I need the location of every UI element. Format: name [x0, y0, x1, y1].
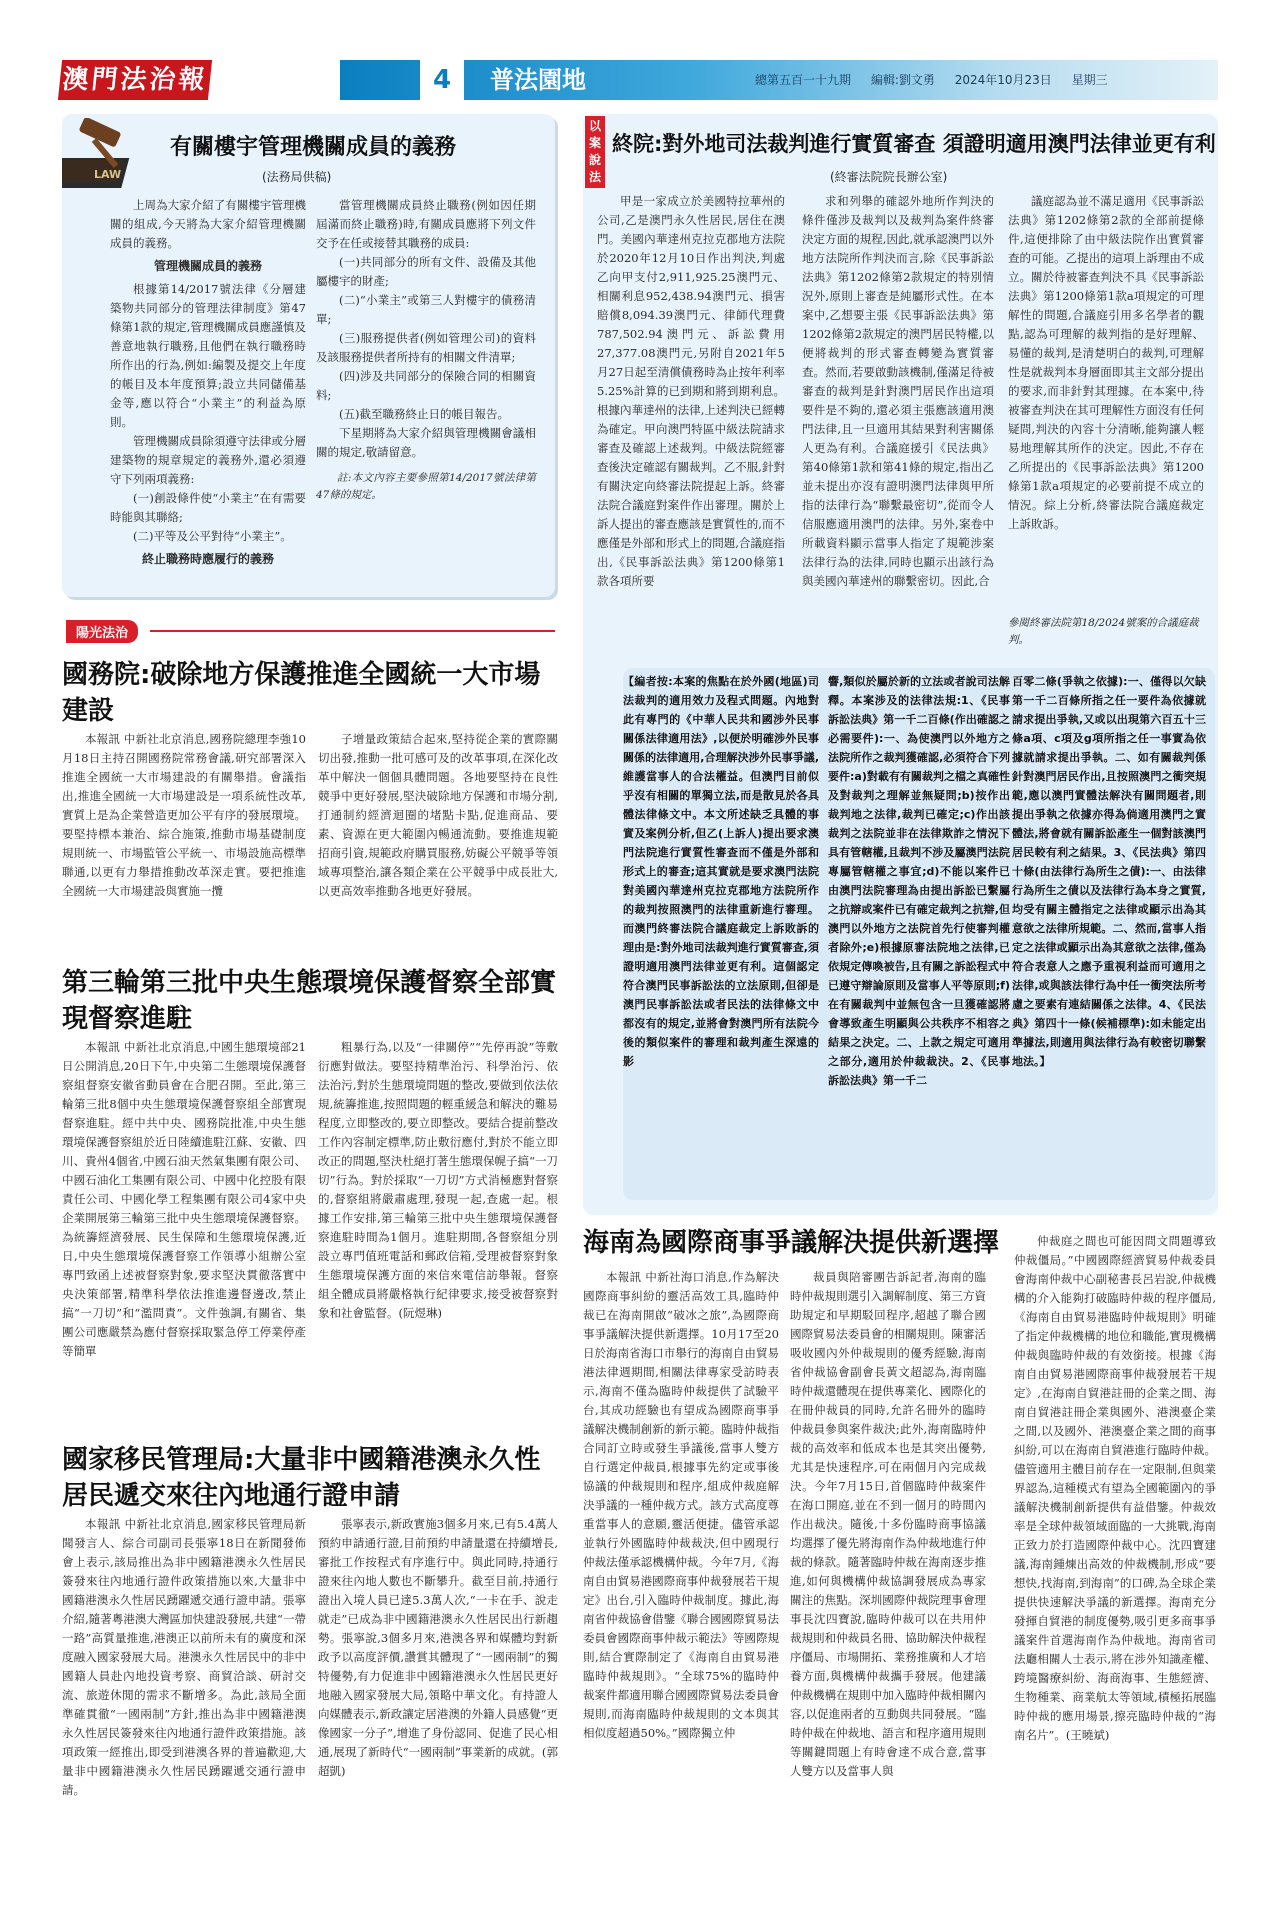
article5-title: 國家移民管理局:大量非中國籍港澳永久性居民遞交來往內地通行證申請 [62, 1445, 541, 1511]
page-number: 4 [420, 60, 464, 100]
article2-title: 終院:對外地司法裁判進行實質審查 須證明適用澳門法律並更有利 [612, 132, 1216, 156]
article1-source: (法務局供稿) [262, 170, 332, 184]
gavel-law-book-icon [62, 118, 154, 198]
section-title: 普法園地 [490, 66, 586, 94]
article3-title: 國務院:破除地方保護推進全國統一大市場建設 [62, 660, 541, 726]
issue-date: 2024年10月23日 [954, 73, 1052, 87]
article4-column-2 [318, 1038, 558, 1400]
issue-weekday: 星期三 [1071, 73, 1108, 87]
article5-column-2 [318, 1515, 558, 1895]
article4-column-1 [62, 1038, 306, 1400]
paragraph: (四)涉及共同部分的保險合同的相關資料; [316, 369, 536, 402]
paragraph: 仲裁庭之間也可能因問文問題導致仲裁僵局。”中國國際經濟貿易仲裁委員會海南仲裁中心副秘書長呂岩說,仲裁機構的介入能夠打破臨時仲裁的程序僵局,《海南自由貿易港臨時仲裁規則》明確了指定仲裁機構的地位和職能,實現機構仲裁與臨時仲裁的有效銜接。根據《海南自由貿易港國際商事仲裁發展若干規定》,在海南自貿港註冊的企業之間、海南自貿港註冊企業與國外、港澳臺企業之間,以及國外、港澳臺企業之間的商事糾紛,可以在海南自貿港進行臨時仲裁。儘管適用主體目前存在一定限制,但與業界認為,這種模式有望為全國範圍內的爭議解決機制創新提供有益借鑒。仲裁效率是全球仲裁領域面臨的一大挑戰,海南正致力於打造國際仲裁中心。沈四寶建議,海南鍾煉出高效的仲裁機制,形成“要想快,找海南,到海南”的口碑,為全球企業提供快速解決爭議的新選擇。海南充分發揮自貿港的制度優勢,吸引更多商事爭議案件首選海南作為仲裁地。海南省司法廳相關人士表示,將在涉外知識產權、跨境醫療糾紛、海商海事、生態經濟、生物種業、商業航太等領域,積極拓展臨時仲裁的應用場景,擦亮臨時仲裁的“海南名片”。(王曉斌) [1014, 1234, 1216, 1742]
paragraph: 管理機關成員除須遵守法律或分層建築物的規章規定的義務外,還必須遵守下列兩項義務: [110, 434, 306, 486]
article1-column-1 [110, 196, 306, 573]
section-tag-sunshine: 陽光法治 [66, 620, 138, 643]
article6-column-2 [790, 1268, 986, 1898]
article1-subhead-2: 終止職務時應履行的義務 [141, 552, 274, 566]
paragraph: 上周為大家介紹了有關樓宇管理機關的組成,今天將為大家介紹管理機關成員的義務。 [110, 198, 306, 250]
paragraph: (五)截至職務終止日的帳目報告。 [339, 407, 509, 421]
issue-number: 總第五百一十九期 [755, 73, 852, 87]
editor-note-text-3: 百零二條(爭執之依據):一、僅得以欠缺第一千二百條所指之任一要件為依據就請求提出爭執,又或以出現第六百五十三條a項、c項及g項所指之任一事實為依據就請求提出爭執。二、如有關裁判係針對澳門居民作出,且按照澳門之衝突規範,應以澳門實體法解決有關問題者,則提出爭執之依據亦得為倘適用澳門之實體法,將會就有關訴訟產生一個對該澳門居民較有利之結果。3、《民法典》第四十條(由法律行為所生之債):一、由法律行為所生之債以及法律行為本身之實質,均受有關主體指定之法律或顯示出為其意欲之法律所規範。二、然而,當事人指定之法律或顯示出為其意欲之法律,僅為符合表意人之應予重視利益而可適用之法律,或與該法律行為中任一衝突法所考慮之要素有連結關係之法律。4、《民法典》第四十一條(候補標準):如未能定出準據法,則適用與法律行為有較密切聯繫地法。】 [1012, 675, 1206, 1068]
article1-title: 有關樓宇管理機關成員的義務 [170, 135, 457, 160]
article2-column-2 [802, 192, 994, 652]
paragraph: 甲是一家成立於美國特拉華州的公司,乙是澳門永久性居民,居住在澳門。美國內華達州克拉克郡地方法院於2020年12月10日作出判決,判處乙向甲支付2,911,925.25澳門元、相關利息952,438.94澳門元、損害賠償8,094.39澳門元、律師代理費787,502.94澳門元、訴訟費用27,377.08澳門元,另附自2021年5月27日起至清償債務時為止按年利率5.25%計算的已到期和將到期利息。根據內華達州的法律,上述判決已經轉為確定。甲向澳門特區中級法院請求審查及確認上述裁判。中級法院經審查後決定確認有關裁判。乙不服,針對有關決定向終審法院提起上訴。終審法院合議庭對案件作出審理。關於上訴人提出的審查應該是實質性的,而不應僅是外部和形式上的問題,合議庭指出,《民事訴訟法典》第1200條第1款各項所要 [597, 194, 785, 588]
editor-note-text-2: 響,類似於屬於新的立法或者說司法解釋。本案涉及的法律法規:1、《民事訴訟法典》第一千二百條(作出確認之必需要件):一、為使澳門以外地方之法院所作之裁判獲確認,必須符合下列要件:a)對載有有關裁判之檔之真確性及對裁判之理解並無疑問;b)按作出裁判地之法律,裁判已確定;c)作出該裁判之法院並非在法律欺詐之情況下具有管轄權,且裁判不涉及屬澳門法院專屬管轄權之事宜;d)不能以案件已由澳門法院審理為由提出訴訟已繫屬之抗辯或案件已有確定裁判之抗辯,但澳門以外地方之法院首先行使審判權者除外;e)根據原審法院地之法律,已依規定傳喚被告,且有關之訴訟程式中已遵守辯論原則及當事人平等原則;f)在有關裁判中並無包含一旦獲確認將會導致產生明顯與公共秩序不相容之結果之決定。二、上款之規定可適用之部分,適用於仲裁裁決。2、《民事訴訟法典》第一千二 [828, 675, 1010, 1087]
editor-note-text-1: 【編者按:本案的焦點在於外國(地區)司法裁判的適用效力及程式問題。內地對此有專門的《中華人民共和國涉外民事關係法律適用法》,以便於明確涉外民事關係的法律適用,合理解決涉外民事爭議,維護當事人的合法權益。但澳門目前似乎沒有相關的單獨立法,而是散見於各具體法律條文中。本文所述缺乏具體的事實及案例分析,但乙(上訴人)提出要求澳門法院進行實質性審查而不僅是外部和形式上的審查;這其實就是要求澳門法院對美國內華達州克拉克郡地方法院所作的裁判按照澳門的法律重新進行審理。而澳門終審法院合議庭裁定上訴敗訴的理由是:對外地司法裁判進行實質審查,須證明適用澳門法律並更有利。這個認定符合澳門民事訴訟法的立法原則,但卻是澳門民事訴訟法或者民法的法律條文中都沒有的規定,並將會對澳門所有法院今後的類似案件的審理和裁判產生深遠的影 [623, 675, 819, 1068]
paragraph: 求和列舉的確認外地所作判決的條件僅涉及裁判以及裁判為案件終審決定方面的規程,因此,就承認澳門以外地方法院所作判決而言,除《民事訴訟法典》第1202條第2款規定的特別情況外,原則上審查是純屬形式性。在本案中,乙想要主張《民事訴訟法典》第1202條第2款規定的澳門居民特權,以便將裁判的形式審查轉變為實質審查。然而,若要啟動該機制,僅滿足待被審查的裁判是針對澳門居民作出這項要件是不夠的,還必須主張應該適用澳門法律,且一旦適用其結果對利害關係人更為有利。合議庭援引《民法典》第40條第1款和第41條的規定,指出乙並未提出亦沒有證明澳門法律與甲所指的法律行為“聯繫最密切”,從而令人信服應適用澳門的法律。另外,案卷中所載資料顯示當事人指定了規範涉案法律行為的法律,同時也顯示出該行為與美國內華達州的聯繫密切。因此,合 [802, 194, 994, 588]
article2-tag: 以案說法 [585, 116, 605, 188]
paragraph: (二)平等及公平對待“小業主”。 [133, 529, 292, 543]
paragraph: 當管理機關成員終止職務(例如因任期屆滿而終止職務)時,有關成員應將下列文件交予在任或接替其職務的成員: [316, 198, 536, 250]
newspaper-logo: 澳門法治報 [58, 60, 212, 100]
article6-column-1 [583, 1268, 779, 1898]
paragraph: (一)共同部分的所有文件、設備及其他屬樓宇的財產; [316, 255, 536, 288]
editor-name: 編輯:劉文勇 [870, 73, 935, 87]
article4-title: 第三輪第三批中央生態環境保護督察全部實現督察進駐 [62, 968, 557, 1034]
issue-meta [755, 60, 1124, 100]
article2-footnote: 參閱終審法院第18/2024號案的合議庭裁判。 [1008, 617, 1199, 646]
article1-column-2 [316, 196, 536, 504]
article2-column-3 [1008, 192, 1204, 597]
article1-footnote: 註:本文內容主要參照第14/2017號法律第47條的規定。 [316, 472, 536, 501]
paragraph: 本報訊 中新社北京消息,國務院總理李強10月18日主持召開國務院常務會議,研究部署深入推進全國統一大市場建設的有關舉措。會議指出,推進全國統一大市場建設是一項系統性改革,實質上是為企業營造更加公平有序的發展環境。要堅持標本兼治、綜合施策,推動市場基礎制度規則統一、市場監管公平統一、市場設施高標準聯通,以更有力舉措推動改革深走實。要把推進全國統一大市場建設與實施一攬 [62, 732, 306, 898]
article2-column-1 [597, 192, 785, 652]
article6-title: 海南為國際商事爭議解決提供新選擇 [583, 1228, 1000, 1258]
paragraph: (二)“小業主”或第三人對樓宇的債務清單; [316, 293, 536, 326]
paragraph: 下星期將為大家介紹與管理機關會議相關的規定,敬請留意。 [316, 426, 536, 459]
paragraph: 議庭認為並不滿足適用《民事訴訟法典》第1202條第2款的全部前提條件,這便排除了由中級法院作出實質審查的可能。乙提出的這項上訴理由不成立。關於待被審查判決不具《民事訴訟法典》第1200條第1款a項規定的可理解性的問題,合議庭引用多名學者的觀點,認為可理解的裁判指的是好理解、易懂的裁判,是清楚明白的裁判,可理解性是就裁判本身層面即其主文部分提出的要求,而非針對其理據。在本案中,待被審查判決在其可理解性方面沒有任何疑問,判決的內容十分清晰,能夠讓人輕易地理解其所作的決定。因此,不存在乙所提出的《民事訴訟法典》第1200條第1款a項規定的必要前提不成立的情況。綜上分析,終審法院合議庭裁定上訴敗訴。 [1008, 194, 1204, 531]
article3-column-2 [318, 730, 558, 947]
paragraph: (三)服務提供者(例如管理公司)的資料及該服務提供者所持有的相關文件清單; [316, 331, 536, 364]
svg-text:LAW: LAW [94, 168, 122, 181]
paragraph: 子增量政策結合起來,堅持從企業的實際關切出發,推動一批可感可及的改革事項,在深化改革中解決一個個具體問題。各地要堅持在良性競爭中更好發展,堅決破除地方保護和市場分割,打通制約經濟迴圈的堵點卡點,促進商品、要素、資源在更大範圍內暢通流動。要推進規範招商引資,規範政府購買服務,妨礙公平競爭等領域專項整治,讓各類企業在公平競爭中成長壯大,以更高效率推動各地更好發展。 [318, 732, 558, 898]
paragraph: (一)創設條件使“小業主”在有需要時能與其聯絡; [110, 491, 306, 524]
editor-note-column-1 [623, 672, 819, 1192]
editor-note-column-3 [1012, 672, 1206, 1192]
article3-column-1 [62, 730, 306, 947]
paragraph: 本報訊 中新社北京消息,國家移民管理局新聞發言人、綜合司副司長張寧18日在新聞發佈會上表示,該局推出為非中國籍港澳永久性居民簽發來往內地通行證件政策措施以來,大量非中國籍港澳永久性居民踴躍遞交通行證申請。張寧介紹,隨著粵港澳大灣區加快建設發展,共建“一帶一路”高質量推進,港澳正以前所未有的廣度和深度融入國家發展大局。港澳永久性居民中的非中國籍人員赴內地投資考察、商貿洽談、研討交流、旅遊休閒的需求不斷增多。為此,該局全面準確貫徹“一國兩制”方針,推出為非中國籍港澳永久性居民簽發來往內地通行證件政策措施。該項政策一經推出,即受到港澳各界的普遍歡迎,大量非中國籍港澳永久性居民踴躍遞交通行證申請。 [62, 1517, 306, 1797]
paragraph: 本報訊 中新社海口消息,作為解決國際商事糾紛的靈活高效工具,臨時仲裁已在海南開啟“破冰之旅”,為國際商事爭議解決提供新選擇。10月17至20日於海南省海口市舉行的海南自由貿易港法律週期間,相關法律專家受訪時表示,海南不僅為臨時仲裁提供了試驗平台,其成功經驗也有望成為國際商事爭議解決機制創新的新示範。臨時仲裁指合同訂立時或發生爭議後,當事人雙方自行選定仲裁員,根據事先約定或事後協議的仲裁規則和程序,組成仲裁庭解決爭議的一種仲裁方式。該方式高度尊重當事人的意願,靈活便捷。儘管承認並執行外國臨時仲裁裁決,但中國現行仲裁法僅承認機構仲裁。今年7月,《海南自由貿易港國際商事仲裁發展若干規定》出台,引入臨時仲裁制度。據此,海南省仲裁協會借鑒《聯合國國際貿易法委員會國際商事仲裁示範法》等國際規則,結合實際制定了《海南自由貿易港臨時仲裁規則》。“全球75%的臨時仲裁案件都適用聯合國國際貿易法委員會規則,而海南臨時仲裁規則的文本與其相似度超過50%。”國際獨立仲 [583, 1270, 779, 1740]
paragraph: 裁員與陪審團告訴記者,海南的臨時仲裁規則選引入調解制度、第三方資助規定和早期駁回程序,超越了聯合國國際貿易法委員會的相關規則。陳審活吸收國內外仲裁規則的優秀經驗,海南省仲裁協會副會長黃文超認為,海南臨時仲裁還體現在提供專業化、國際化的在冊仲裁員的同時,允許名冊外的臨時仲裁員參與案件裁決;此外,海南臨時仲裁的高效率和低成本也是其突出優勢,尤其是快速程序,可在兩個月內完成裁決。今年7月15日,首個臨時仲裁案件在海口開庭,並在不到一個月的時間內作出裁決。隨後,十多份臨時商事協議均選擇了優先將海南作為仲裁地進行仲裁的條款。隨著臨時仲裁在海南逐步推進,如何與機構仲裁協調發展成為專家關注的焦點。深圳國際仲裁院理事會理事長沈四寶說,臨時仲裁可以在共用仲裁規則和仲裁員名冊、協助解決仲裁程序僵局、市場開拓、業務推廣和人才培養方面,與機構仲裁攜手發展。他建議仲裁機構在規則中加入臨時仲裁相關內容,以促進兩者的互動與共同發展。“臨時仲裁在仲裁地、語言和程序適用規則等關鍵問題上有時會達不成合意,當事人雙方以及當事人與 [790, 1270, 986, 1778]
paragraph: 張寧表示,新政實施3個多月來,已有5.4萬人預約申請通行證,目前預約申請量還在持續增長,審批工作按程式有序進行中。與此同時,持通行證來往內地人數也不斷攀升。截至目前,持通行證出入境人員已達5.3萬人次,“一卡在手、說走就走”已成為非中國籍港澳永久性居民出行新趨勢。張寧說,3個多月來,港澳各界和媒體均對新政予以高度評價,讚賞其體現了“一國兩制”的獨特優勢,有力促進非中國籍港澳永久性居民更好地融入國家發展大局,領略中華文化。有持證人向媒體表示,新政讓定居港澳的外籍人員感覺“更像國家一分子”,增進了身份認同、促進了民心相通,展現了新時代“一國兩制”事業新的成就。(郭超凱) [318, 1517, 558, 1778]
article5-column-1 [62, 1515, 306, 1895]
paragraph: 本報訊 中新社北京消息,中國生態環境部21日公開消息,20日下午,中央第二生態環境保護督察組督察安徽省動員會在合肥召開。至此,第三輪第三批8個中央生態環境保護督察組全部實現督察進駐。經中共中央、國務院批准,中央生態環境保護督察組於近日陸續進駐江蘇、安徽、四川、貴州4個省,中國石油天然氣集團有限公司、中國石油化工集團有限公司、中國中化控股有限責任公司、中國化學工程集團有限公司4家中央企業開展第三輪第三批中央生態環境保護督察。為統籌經濟發展、民生保障和生態環境保護,近日,中央生態環境保護督察工作領導小組辦公室專門致函上述被督察對象,要求堅決貫徹落實中央決策部署,精準科學依法推進邊督邊改,禁止搞“一刀切”和“濫問責”。文件強調,有關省、集團公司應嚴禁為應付督察採取緊急停工停業停產等簡單 [62, 1040, 306, 1358]
article6-column-3 [1014, 1232, 1216, 1898]
article1-subhead-1: 管理機關成員的義務 [153, 259, 262, 273]
article2-source: (終審法院院長辦公室) [830, 170, 948, 184]
paragraph: 根據第14/2017號法律《分層建築物共同部分的管理法律制度》第47條第1款的規定,管理機關成員應謹慎及善意地執行職務,且他們在執行職務時所作出的行為,例如:編製及提交上年度的帳目及本年度預算;設立共同儲備基金等,應以符合“小業主”的利益為原則。 [110, 282, 306, 429]
section-divider [150, 630, 555, 632]
paragraph: 粗暴行為,以及“一律關停”“先停再說”等敷衍應對做法。要堅持精準治污、科學治污、依法治污,對於生態環境問題的整改,要做到依法依規,統籌推進,按照問題的輕重緩急和解決的難易程度,立即整改的,要立即整改。要結合提前整改工作內容制定標準,防止敷衍應付,對於不能立即改正的問題,堅決杜絕打著生態環保幌子搞“一刀切”行為。對於採取“一刀切”方式消極應對督察的,督察組將嚴肅處理,發現一起,查處一起。根據工作安排,第三輪第三批中央生態環境保護督察進駐時間為1個月。進駐期間,各督察組分別設立專門值班電話和郵政信箱,受理被督察對象生態環境保護方面的來信來電信訪舉報。督察組全體成員將嚴格執行紀律要求,接受被督察對象和社會監督。(阮煜琳) [318, 1040, 558, 1320]
editor-note-column-2 [828, 672, 1010, 1192]
